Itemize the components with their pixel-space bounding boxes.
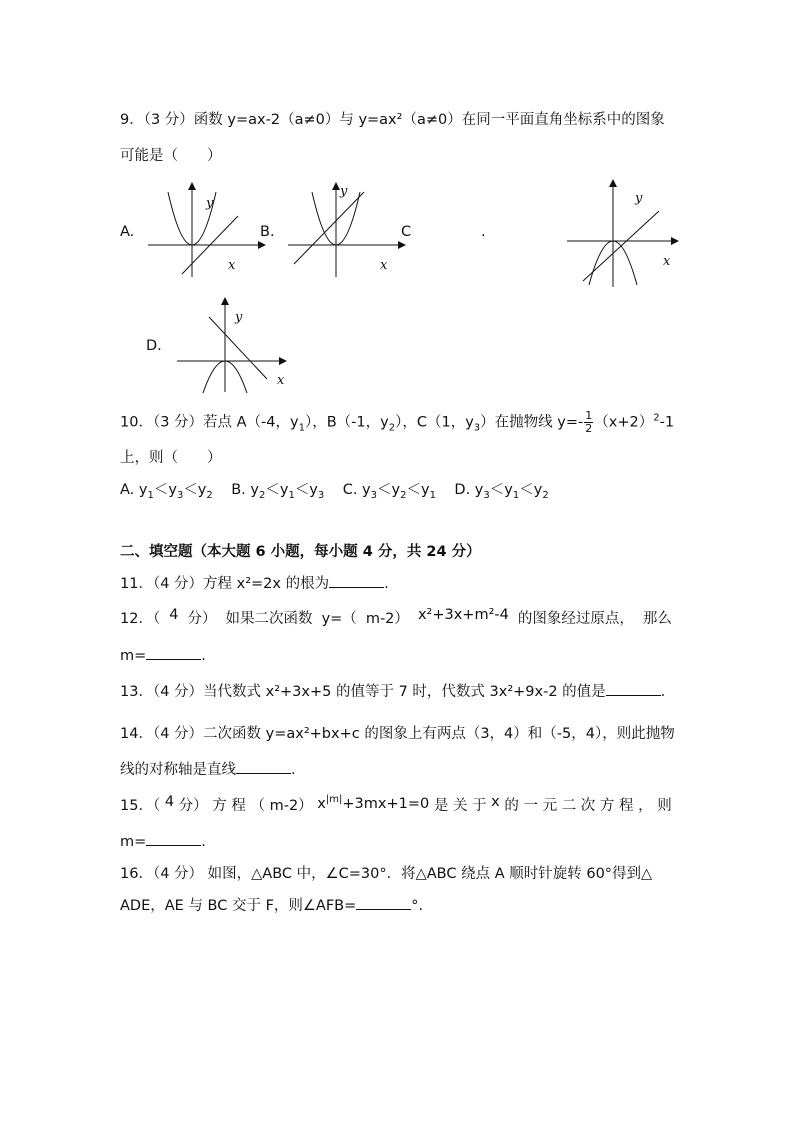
q9-stem-line2: 可能是（ ） [120,148,222,164]
q15-word: m-2） [269,798,313,814]
q12-line2 [120,645,206,664]
q9-option-a-label: A. [120,224,135,240]
q15-line2 [120,831,206,850]
q12-answer-blank[interactable] [146,645,201,660]
q16-line2-text: ADE，AE 与 BC 交于 F，则∠AFB= [120,898,357,914]
q10-text-4: ）在抛物线 y=- [480,414,584,431]
q11-end: . [384,576,389,592]
q15-word: 分） [178,798,208,814]
q10-option-a-sub2: 3 [176,489,184,501]
q9-option-c-label: C [401,224,412,240]
q10-option-d-sub1: 3 [483,489,490,501]
q15-answer-blank[interactable] [146,831,201,846]
q16-end: °. [411,898,424,914]
q14-line2 [120,758,296,779]
q15-word: 元 [542,798,558,814]
q10-text-3: ），C（1，y [395,414,474,431]
q10-option-c-sub2: 2 [400,489,407,501]
q15-line1 [120,794,672,815]
q16-line2 [120,894,423,915]
q10-option-d-text3: ＜y [519,482,543,498]
q11-text: 11．（4 分）方程 x²=2x 的根为 [120,576,330,592]
q9-graph-c [565,175,685,290]
x-axis-label: x [380,258,388,273]
x-axis-label: x [663,254,671,269]
q15-word: 的 [504,798,519,814]
section-2-title: 二、填空题（本大题 6 小题，每小题 4 分，共 24 分） [120,544,481,560]
q10-option-b-text: B. y [231,482,259,498]
q10-sub-1: 1 [298,422,305,434]
q10-option-a-text: A. y [120,482,148,498]
q15-word: 是 [433,798,449,814]
q10-option-d-sub2: 1 [512,489,520,501]
q10-option-c-sub1: 3 [370,489,378,501]
q10-option-b-sub1: 2 [258,489,266,501]
q13-line [120,680,665,701]
q10-option-a-sub3: 2 [206,489,213,501]
q10-stem-line1 [120,410,674,436]
y-axis-arrow [221,297,229,305]
q10-text-6: -1 [659,414,675,431]
x-axis-label: x [228,258,236,273]
q14-end: . [291,762,296,778]
q9-stem-line1: 9．（3 分）函数 y=ax-2（a≠0）与 y=ax²（a≠0）在同一平面直角坐标系中的图象 [120,112,665,128]
q10-option-d-text: D. y [454,482,484,498]
line-graph [294,192,364,264]
q9-graph-a [140,180,270,280]
q10-option-a-text2: ＜y [153,482,177,498]
line-graph [583,211,659,281]
x-axis-arrow [258,241,266,249]
q15-word [317,794,429,815]
q10-option-c-text2: ＜y [377,482,401,498]
x-axis-label: x [277,373,285,388]
q10-option-b-text2: ＜y [265,482,289,498]
q10-text-1: 10．（3 分）若点 A（-4，y [120,414,299,431]
q10-stem-line2: 上，则（ ） [120,450,222,466]
q10-options [120,478,549,501]
q15-word: 程 [619,798,634,814]
x-axis-arrow [279,357,287,365]
line-graph [209,317,267,379]
q10-fraction-numerator: 1 [585,409,593,422]
q10-option-c [342,482,436,501]
q15-word: 4 [164,794,175,810]
q15-exponent: |m| [325,794,343,805]
q10-text-5: （x+2） [594,414,654,431]
q15-word: 程 [231,798,246,814]
x-axis-arrow [398,241,406,249]
q16-answer-blank[interactable] [356,895,411,910]
q15-word: 于 [472,798,487,814]
y-axis-label: y [340,184,348,199]
q15-word: 二 [561,798,577,814]
q15-word: x [491,794,500,810]
q9-option-d-label: D. [146,338,162,354]
q10-option-c-text3: ＜y [406,482,430,498]
q9-graph-b [280,180,410,280]
q13-end: . [660,684,666,700]
q15-word: 关 [452,798,468,814]
q10-option-b-text3: ＜y [294,482,318,498]
q12-word: m-2） [365,611,409,627]
q15-line2-text: m= [120,834,147,850]
y-axis-arrow [188,182,196,190]
q12-word: 那么 [642,611,672,627]
q14-line1: 14．（4 分）二次函数 y=ax²+bx+c 的图象上有两点（3，4）和（-5，4），则此抛物 [120,726,675,742]
y-axis-label: y [206,196,214,211]
q15-rest: +3mx+1=0 [342,795,430,812]
q10-option-b [231,482,325,501]
q13-answer-blank[interactable] [606,681,661,696]
q12-word: 分） [187,611,217,627]
q12-word: 12．（ [120,611,161,627]
x-axis-arrow [671,237,679,245]
q10-option-a-sub1: 1 [147,489,154,501]
q12-word: y=（ [321,611,357,627]
q11-answer-blank[interactable] [329,573,384,588]
q10-option-d-sub3: 2 [542,489,549,501]
q13-text: 13．（4 分）当代数式 x²+3x+5 的值等于 7 时，代数式 3x²+9x-2 的值是 [120,684,606,700]
q12-end: . [201,648,206,664]
q12-word: 4 [169,607,179,623]
q15-word: （ [250,798,265,814]
q10-fraction-denominator: 2 [585,422,593,435]
q10-sub-3: 3 [473,422,481,434]
q15-word: 则 [657,798,672,814]
q10-option-a [120,482,213,501]
y-axis-arrow [609,179,617,187]
q10-option-d-text2: ＜y [489,482,513,498]
q9-graph-d [175,295,295,395]
y-axis-arrow [332,182,340,190]
q15-word: 方 [212,798,227,814]
q11-line [120,572,389,593]
q9-option-c-dot: . [481,224,486,240]
q10-sup: 2 [653,412,660,424]
q15-x: x [317,795,326,812]
q10-option-c-sub3: 1 [429,489,436,501]
q15-word: 方 [599,798,615,814]
q12-line1 [120,607,672,628]
q15-word: ， [638,798,653,814]
q10-option-b-sub2: 1 [288,489,295,501]
q15-word: 次 [580,798,596,814]
q12-word: 的图象经过原点， [517,611,634,627]
q15-word: 15．（ [120,798,161,814]
q12-line2-text: m= [120,648,147,664]
q12-word: x²+3x+m²-4 [417,607,509,623]
q12-word: 如果二次函数 [225,611,313,627]
q15-end: . [201,834,206,850]
y-axis-label: y [235,310,243,325]
q10-option-d [454,482,549,501]
q10-option-b-sub3: 3 [317,489,325,501]
q10-option-a-text3: ＜y [183,482,207,498]
q9-option-b-label: B. [260,224,275,240]
q14-line2-text: 线的对称轴是直线 [120,762,236,778]
q14-answer-blank[interactable] [236,759,291,774]
q15-word: 一 [523,798,538,814]
q10-text-2: ），B（-1，y [304,414,389,431]
q16-line1: 16．（4 分） 如图，△ABC 中，∠C=30°．将△ABC 绕点 A 顺时针旋转 60°得到△ [120,866,653,882]
q10-option-c-text: C. y [342,482,371,498]
q10-fraction [584,410,593,435]
y-axis-label: y [635,191,643,206]
q10-sub-2: 2 [388,422,396,434]
